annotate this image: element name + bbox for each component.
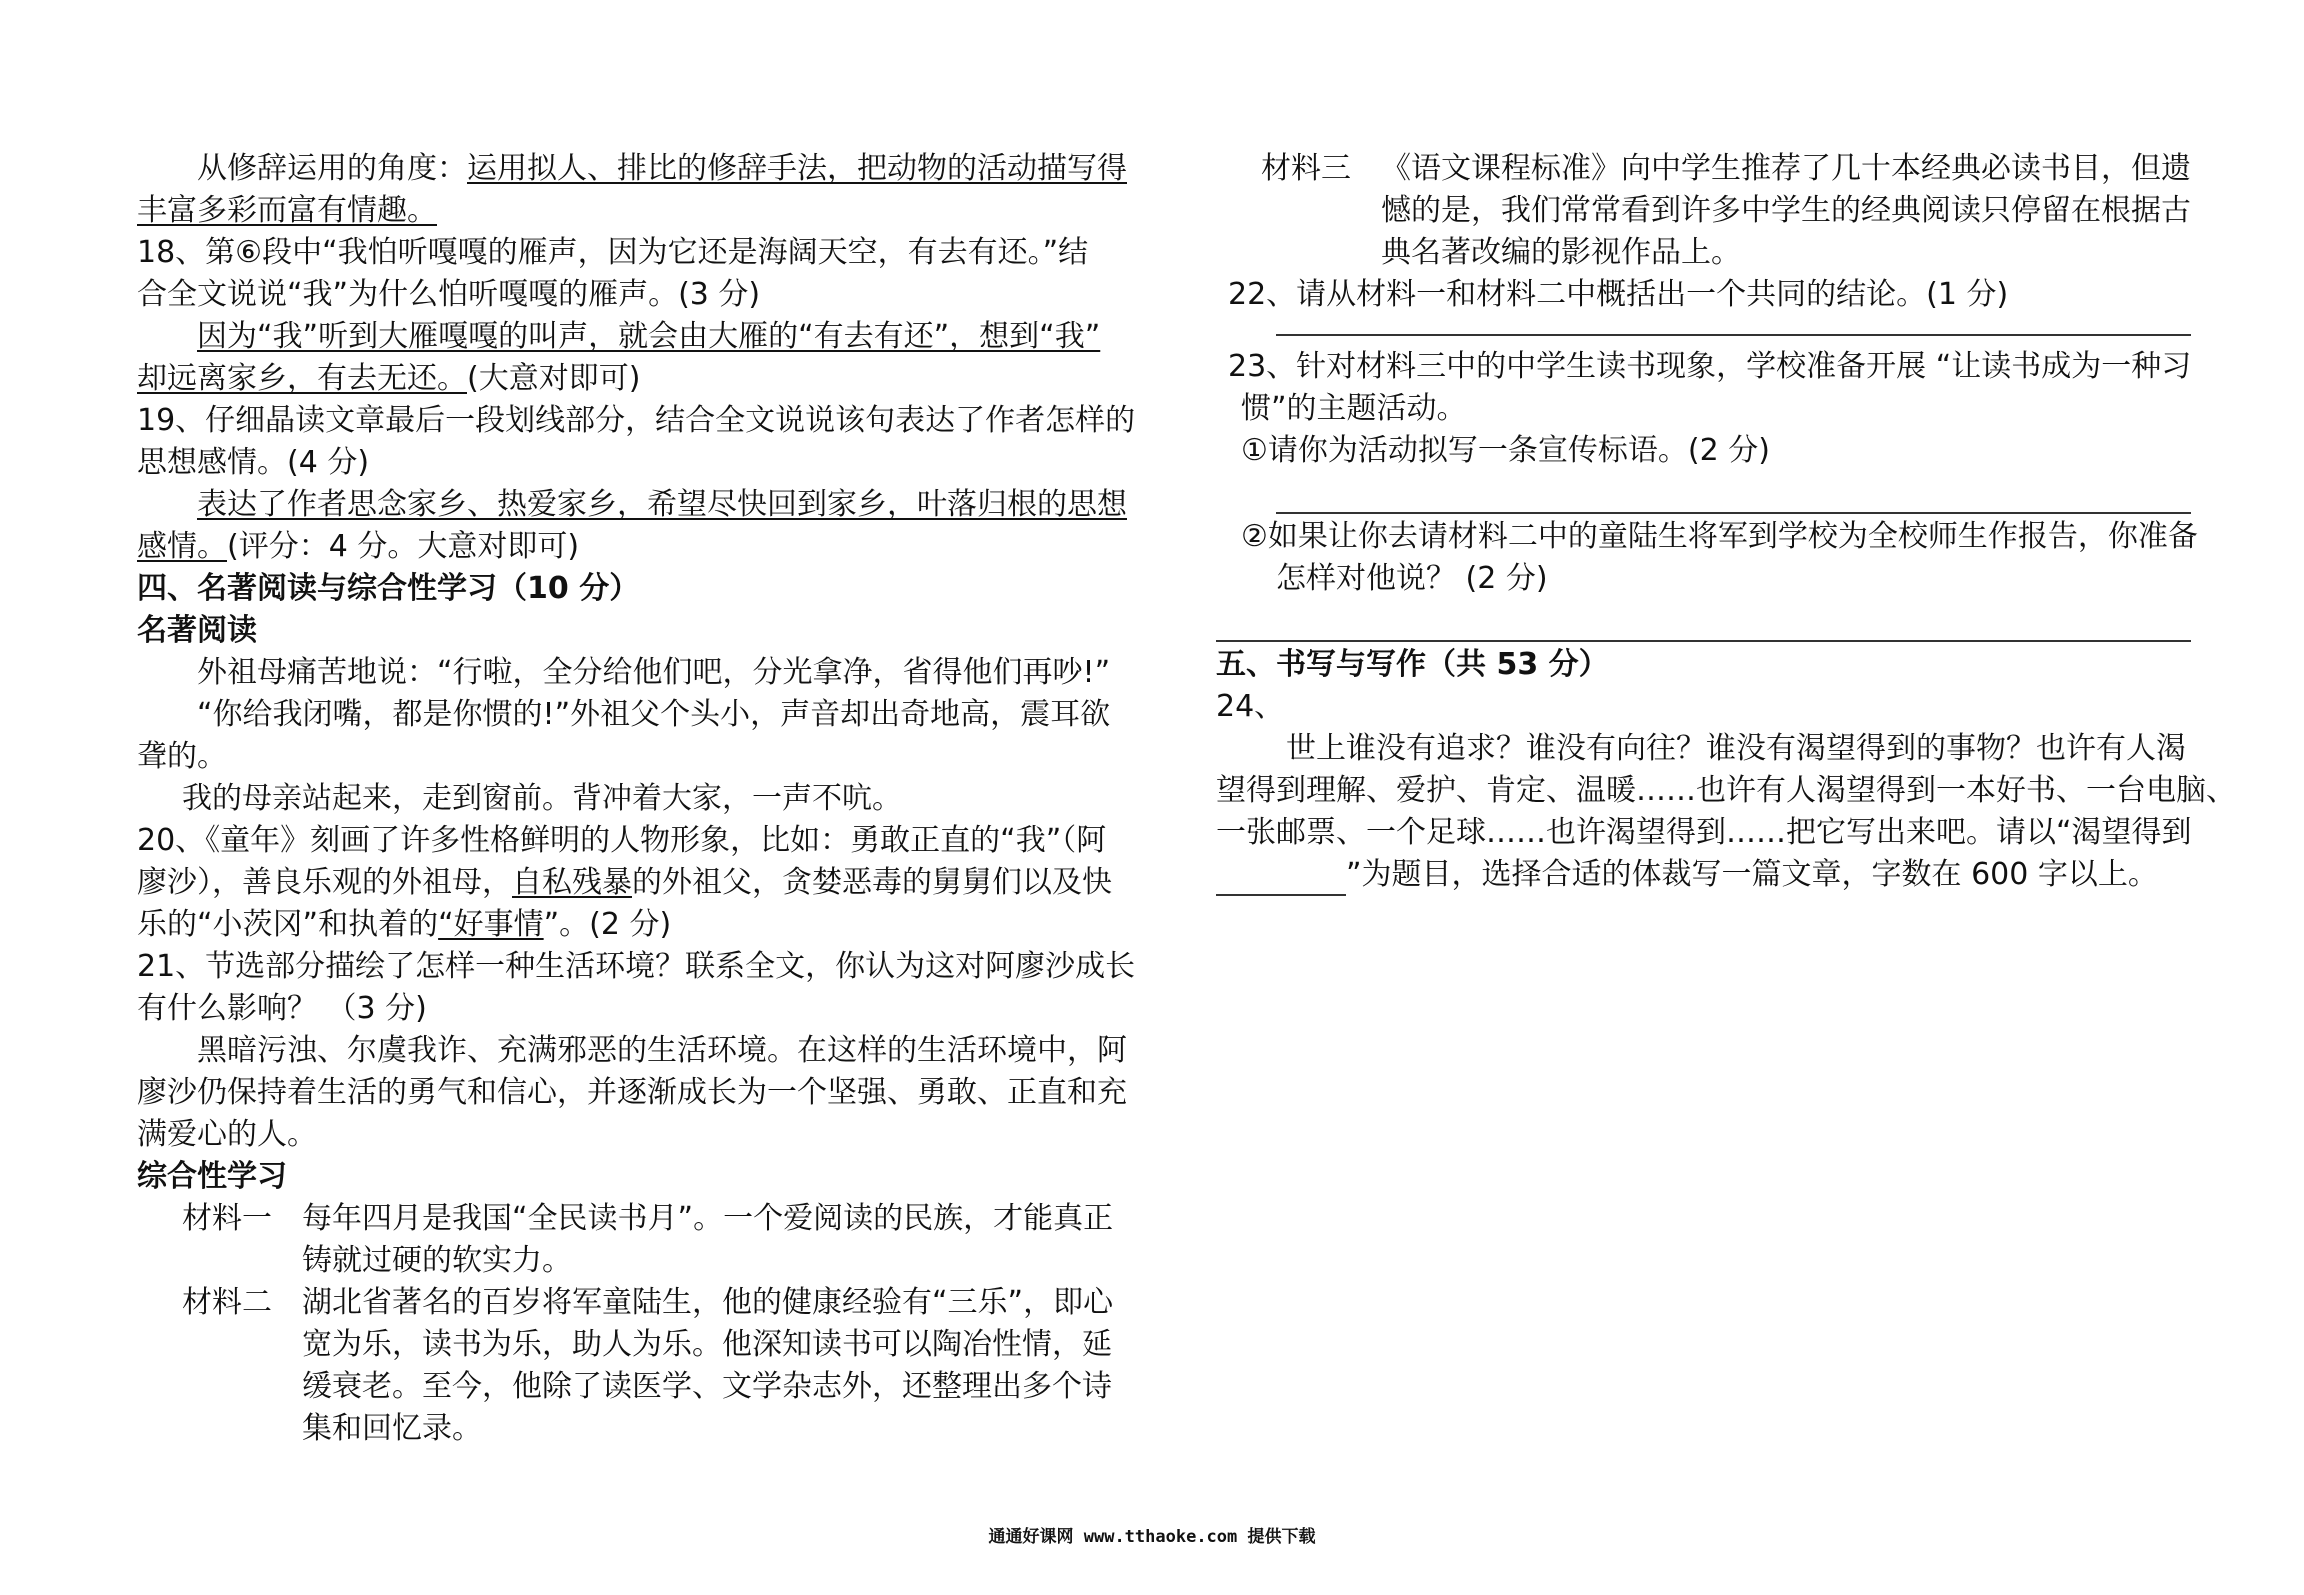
footer-credit: 通通好课网 www.tthaoke.com 提供下载	[988, 1527, 1316, 1547]
material-3-label: 材料三	[1261, 151, 1351, 186]
material-1-line-1: 每年四月是我国“全民读书月”。一个爱阅读的民族，才能真正	[302, 1201, 1114, 1236]
material-2-line-2: 宽为乐，读书为乐，助人为乐。他深知读书可以陶冶性情，延	[302, 1327, 1112, 1362]
q21-line-2: 有什么影响？ （3 分)	[137, 991, 427, 1026]
section-4-title: 四、名著阅读与综合性学习（10 分）	[137, 571, 640, 606]
q19-line-1: 19、仔细晶读文章最后一段划线部分，结合全文说说该句表达了作者怎样的	[137, 403, 1136, 438]
material-3-line-3: 典名著改编的影视作品上。	[1381, 235, 1741, 270]
q24-line-1: 世上谁没有追求？谁没有向往？谁没有渴望得到的事物？也许有人渴	[1286, 731, 2186, 766]
subsection-zonghe: 综合性学习	[137, 1159, 287, 1194]
passage-line-3: 聋的。	[137, 739, 227, 774]
q21-answer-line-1: 黑暗污浊、尔虞我诈、充满邪恶的生活环境。在这样的生活环境中，阿	[197, 1033, 1127, 1068]
left-column	[137, 148, 1136, 1450]
material-1-label: 材料一	[182, 1201, 272, 1236]
q18-answer-line-2: 却远离家乡，有去无还。(大意对即可)	[137, 361, 641, 396]
q19-answer-line-2: 感情。(评分：4 分。大意对即可)	[137, 529, 580, 564]
material-2-line-3: 缓衰老。至今，他除了读医学、文学杂志外，还整理出多个诗	[302, 1369, 1112, 1404]
q20-line-3: 乐的“小茨冈”和执着的“好事情”。(2 分)	[137, 907, 672, 942]
passage-line-4: 我的母亲站起来，走到窗前。背冲着大家，一声不吭。	[182, 781, 902, 816]
material-3	[1216, 148, 2191, 274]
q18-line-2: 合全文说说“我”为什么怕听嘎嘎的雁声。(3 分)	[137, 277, 761, 312]
material-3-line-2: 憾的是，我们常常看到许多中学生的经典阅读只停留在根据古	[1381, 193, 2191, 228]
q23-1-answer-line[interactable]	[1276, 512, 2191, 514]
passage-line-1: 外祖母痛苦地说：“行啦，全分给他们吧，分光拿净，省得他们再吵!”	[197, 655, 1111, 690]
q22-answer-line[interactable]	[1276, 334, 2191, 336]
q21-answer-line-2: 廖沙仍保持着生活的勇气和信心，并逐渐成长为一个坚强、勇敢、正直和充	[137, 1075, 1127, 1110]
q20-line-1: 20、《童年》刻画了许多性格鲜明的人物形象，比如：勇敢正直的“我”（阿	[137, 823, 1107, 858]
material-2-line-4: 集和回忆录。	[302, 1411, 482, 1446]
q24-line-2: 望得到理解、爱护、肯定、温暖……也许有人渴望得到一本好书、一台电脑、	[1216, 773, 2236, 808]
q18-answer-line-1: 因为“我”听到大雁嘎嘎的叫声，就会由大雁的“有去有还”，想到“我”	[197, 319, 1101, 354]
q20-line-2: 廖沙），善良乐观的外祖母，自私残暴的外祖父，贪婪恶毒的舅舅们以及快	[137, 865, 1112, 900]
q21-answer-line-3: 满爱心的人。	[137, 1117, 317, 1152]
q23-2-line-2: 怎样对他说？ (2 分)	[1276, 561, 1548, 596]
section-5-title: 五、书写与写作（共 53 分）	[1216, 647, 1609, 682]
q24-title-blank[interactable]	[1216, 864, 1346, 896]
q24-line-4: ”为题目，选择合适的体裁写一篇文章，字数在 600 字以上。	[1216, 854, 2191, 896]
q24-number: 24、	[1216, 689, 1285, 724]
q24-line-3: 一张邮票、一个足球……也许渴望得到……把它写出来吧。请以“渴望得到	[1216, 815, 2192, 850]
right-column	[1216, 148, 2236, 896]
material-2	[137, 1282, 1114, 1450]
material-1	[137, 1198, 1114, 1282]
q23-2-line-1: ②如果让你去请材料二中的童陆生将军到学校为全校师生作报告，你准备	[1241, 519, 2198, 554]
q18-line-1: 18、第⑥段中“我怕听嘎嘎的雁声，因为它还是海阔天空，有去有还。”结	[137, 235, 1089, 270]
q21-line-1: 21、节选部分描绘了怎样一种生活环境？联系全文，你认为这对阿廖沙成长	[137, 949, 1136, 984]
q23-2-answer-line[interactable]	[1216, 640, 2191, 642]
q17-answer-line-1: 从修辞运用的角度：运用拟人、排比的修辞手法，把动物的活动描写得	[197, 151, 1127, 186]
material-1-line-2: 铸就过硬的软实力。	[302, 1243, 572, 1278]
material-2-label: 材料二	[182, 1285, 272, 1320]
q19-answer-line-1: 表达了作者思念家乡、热爱家乡，希望尽快回到家乡，叶落归根的思想	[197, 487, 1127, 522]
q19-line-2: 思想感情。(4 分)	[137, 445, 370, 480]
q22: 22、请从材料一和材料二中概括出一个共同的结论。(1 分)	[1228, 277, 2009, 312]
material-2-line-1: 湖北省著名的百岁将军童陆生，他的健康经验有“三乐”，即心	[302, 1285, 1114, 1320]
passage-line-2: “你给我闭嘴，都是你惯的!”外祖父个头小，声音却出奇地高，震耳欲	[197, 697, 1111, 732]
q23-line-2: 惯”的主题活动。	[1241, 391, 1467, 426]
subsection-mingzhu: 名著阅读	[137, 613, 257, 648]
material-3-line-1: 《语文课程标准》向中学生推荐了几十本经典必读书目，但遗	[1381, 151, 2191, 186]
q17-answer-line-2: 丰富多彩而富有情趣。	[137, 193, 437, 228]
q23-1: ①请你为活动拟写一条宣传标语。(2 分)	[1241, 433, 1770, 468]
q23-line-1: 23、针对材料三中的中学生读书现象，学校准备开展 “让读书成为一种习	[1228, 349, 2192, 384]
